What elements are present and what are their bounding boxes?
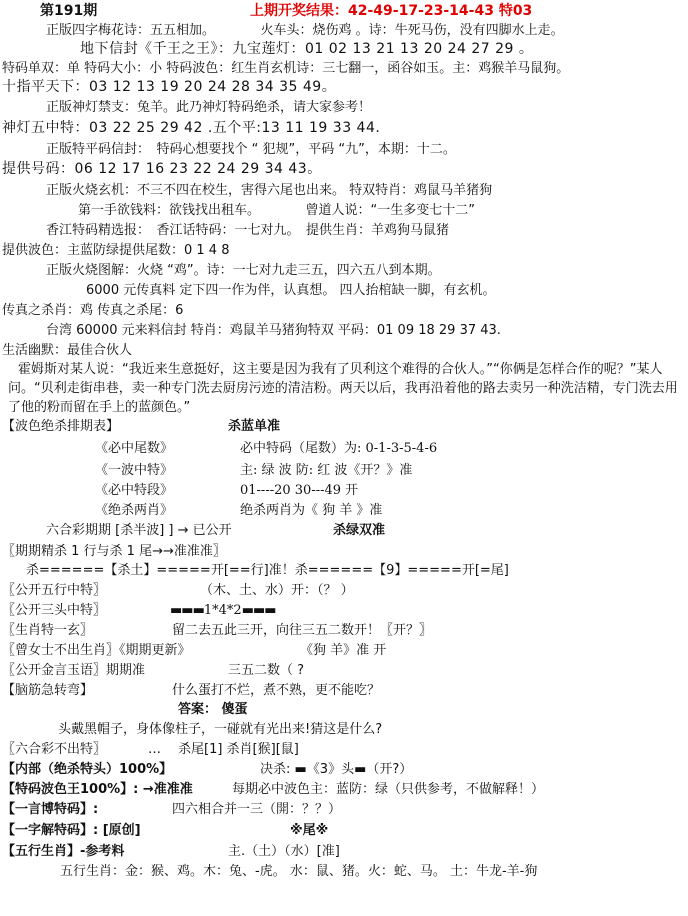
underground-envelope-line: 地下信封《千王之王》：九宝莲灯：01 02 13 21 13 20 24 27 29 。	[80, 41, 534, 57]
kill-schedule-title: 【波色绝杀排期表】	[2, 419, 120, 434]
first-hand-line: 第一手欲钱料：欲钱找出租车。 曾道人说：“一生多变七十二”	[78, 203, 475, 218]
brain-teaser-question: 什么蛋打不烂，煮不熟，更不能吃？	[172, 683, 381, 698]
taiwan-envelope-line: 台湾 60000 元来料信封 特肖：鸡鼠羊马猪狗特双 平码：01 09 18 29 37 43.	[46, 323, 501, 338]
lamp-five-code-line: 神灯五中特：03 22 25 29 42 .五个平:13 11 19 33 44.	[2, 120, 381, 136]
kill-half-wave-line: 六合彩期期 [杀半波] ] → 已公开	[46, 523, 232, 538]
riddle-line: 头戴黑帽子，身体像柱子，一碰就有光出来!猜这是什么?	[58, 722, 383, 737]
three-head-label: 〖公开三头中特〗	[2, 603, 107, 618]
five-zodiac-label: 【五行生肖】-参考料	[2, 844, 125, 859]
one-char-code-value: ※尾※	[290, 823, 329, 838]
humor-title: 生活幽默：最佳合伙人	[2, 343, 133, 358]
madam-zeng-label: 〖曾女士不出生肖〗《期期更新》	[2, 643, 191, 658]
ten-fingers-line: 十指平天下：03 12 13 19 20 24 28 34 35 49。	[2, 79, 337, 95]
madam-zeng-value: 《狗 羊》准 开	[300, 643, 387, 658]
issue-number: 第191期	[40, 3, 98, 19]
fax-kill-line: 传真之杀肖：鸡 传真之杀尾：6	[2, 303, 184, 318]
kill-earth-line: 杀======【杀土】=====开[==行]准！杀======【9】=====开[=尾]	[26, 563, 509, 578]
must-segment-label: 《必中特段》	[95, 483, 174, 498]
kill-green-label: 杀绿双准	[333, 523, 386, 538]
three-head-digits: 1*4*2	[203, 603, 242, 618]
lamp-forbidden-line: 正版神灯禁支：兔羊。此乃神灯特码绝杀，请大家参考！	[46, 100, 372, 115]
no-special-label: 〖六合彩不出特〗	[2, 742, 107, 757]
must-tail-label: 《必中尾数》	[95, 441, 174, 456]
zodiac-riddle-value: 留二去五此三开，向往三五二数开！〖开？〗	[172, 623, 433, 638]
no-special-value: 杀尾[1] 杀肖[猴][鼠]	[178, 742, 299, 757]
internal-kill-value: 决杀: ▬《3》头▬（开?）	[260, 762, 413, 777]
humor-story: 霍姆斯对某人说：“我近来生意挺好，这主要是因为我有了贝利这个难得的合伙人。”“你俩是怎样合作的呢？”某人问。“贝利走街串巷，卖一种专门洗去厨房污迹的清洁粉。两天以后，我再沿着他的路去卖另一种洗洁精，专门洗去用了他的粉而留在手上的蓝颜色。”	[8, 362, 678, 415]
fire-mystery-line: 正版火烧玄机：不三不四在校生，害得六尾也出来。 特双特肖：鸡鼠马羊猪狗	[46, 183, 493, 198]
kill-row-tail-line: 〖期期精杀 1 行与杀 1 尾→→准准准〗	[2, 544, 226, 559]
must-tail-value: 必中特码（尾数）为: 0-1-3-5-4-6	[240, 441, 438, 456]
brain-teaser-label: 【脑筋急转弯】	[2, 683, 94, 698]
brain-teaser-answer: 答案： 傻蛋	[178, 702, 248, 717]
one-wave-label: 《一波中特》	[95, 463, 174, 478]
fire-diagram-line: 正版火烧图解：火烧 “鸡”。诗：一七对九走三五，四六五八到本期。	[46, 263, 441, 278]
ellipsis-mark: …	[148, 742, 161, 757]
kill-blue-label: 杀蓝单准	[228, 419, 281, 434]
bar-left: ▬▬▬	[170, 603, 204, 618]
fax-material-line: 6000 元传真料 定下四一作为伴，认真想。 四人抬棺缺一脚，有玄机。	[86, 283, 496, 298]
internal-kill-label: 【内部（绝杀特头）100%】	[2, 762, 173, 777]
plum-poem-line: 正版四字梅花诗：五五相加。 火车头：烧伤鸡 。诗：牛死马伤，没有四脚水上走。	[46, 23, 564, 38]
five-zodiac-value: 主.（土）（水）[准]	[228, 844, 340, 859]
five-element-value: （木、土、水）开：（？ ）	[200, 583, 354, 598]
wave-king-value: 每期必中波色主：蓝防：绿（只供参考，不做解释！）	[232, 782, 545, 797]
wave-color-line: 提供波色：主蓝防绿提供尾数：0 1 4 8	[2, 243, 230, 258]
one-wave-value: 主: 绿 波 防: 红 波《开？》准	[240, 463, 413, 478]
golden-words-label: 〖公开金言玉语〗期期准	[2, 663, 146, 678]
one-char-code-label: 【一字解特码】: [原创]	[2, 823, 141, 838]
special-code-attributes-line: 特码单双：单 特码大小：小 特码波色：红生肖玄机诗：三七翻一，函谷如玉。主：鸡猴羊马鼠狗。	[2, 61, 570, 76]
must-segment-value: 01----20 30---49 开	[240, 483, 359, 498]
one-word-code-value: 四六相合并一三（開：？？）	[172, 802, 342, 817]
one-word-code-label: 【一言博特码】:	[2, 802, 99, 817]
kill-two-label: 《绝杀两肖》	[95, 503, 174, 518]
zodiac-riddle-label: 〖生肖特一玄〗	[2, 623, 94, 638]
flat-code-envelope-line: 正版特平码信封： 特码心想要找个 “ 犯规”，平码 “九”，本期：十二。	[46, 142, 456, 157]
bar-right: ▬▬▬	[241, 603, 276, 618]
kill-two-value: 绝杀两肖为《 狗 羊 》准	[240, 503, 383, 518]
wave-king-label: 【特码波色王100%】: →准准准	[2, 782, 193, 797]
provided-numbers-line: 提供号码：06 12 17 16 23 22 24 29 34 43。	[2, 161, 322, 177]
golden-words-value: 三五二数（ ?	[228, 663, 305, 678]
hongkong-selection-line: 香江特码精选报： 香江话特码：一七对九。 提供生肖：羊鸡狗马鼠猪	[46, 223, 450, 238]
three-head-value	[170, 602, 276, 619]
five-element-label: 〖公开五行中特〗	[2, 583, 107, 598]
five-zodiac-list: 五行生肖：金：猴、鸡。木：兔、-虎。 水：鼠、猪。火：蛇、马。 土：牛龙-羊-狗	[60, 864, 538, 879]
previous-draw-result: 上期开奖结果：42-49-17-23-14-43 特03	[250, 3, 533, 19]
